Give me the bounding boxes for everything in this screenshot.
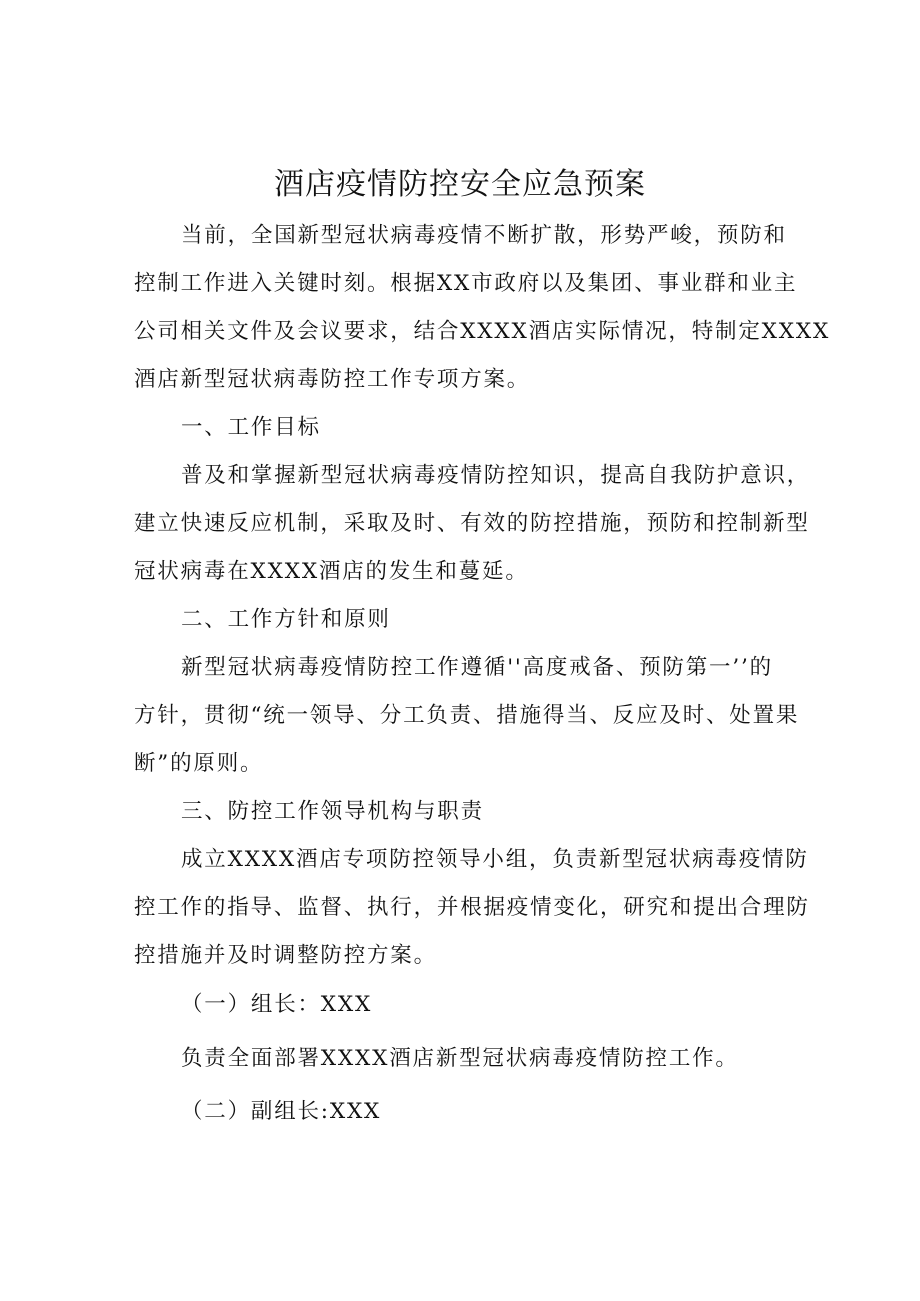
subheading-deputy-leader: （二）副组长:XXX bbox=[181, 1099, 382, 1124]
section-heading-2: 二、工作方针和原则 bbox=[181, 607, 391, 632]
body-line-8: 新型冠状病毒疫情防控工作遵循''高度戒备、预防第一’’的 bbox=[181, 655, 773, 680]
body-line-3: 公司相关文件及会议要求，结合XXXX酒店实际情况，特制定XXXX bbox=[134, 319, 831, 344]
body-line-5: 普及和掌握新型冠状病毒疫情防控知识，提高自我防护意识， bbox=[181, 463, 811, 488]
body-line-9: 方针，贯彻“统一领导、分工负责、措施得当、反应及时、处置果 bbox=[134, 703, 800, 728]
document-title: 酒店疫情防控安全应急预案 bbox=[274, 167, 646, 202]
body-line-4: 酒店新型冠状病毒防控工作专项方案。 bbox=[134, 367, 531, 392]
section-heading-3: 三、防控工作领导机构与职责 bbox=[181, 799, 484, 824]
body-line-10: 断”的原则。 bbox=[134, 751, 264, 776]
body-line-1: 当前，全国新型冠状病毒疫情不断扩散，形势严峻，预防和 bbox=[181, 223, 787, 248]
body-line-12: 控工作的指导、监督、执行，并根据疫情变化，研究和提出合理防 bbox=[134, 895, 810, 920]
subheading-leader: （一）组长：XXX bbox=[181, 992, 373, 1017]
body-line-14: 负责全面部署XXXX酒店新型冠状病毒疫情防控工作。 bbox=[181, 1046, 739, 1071]
body-line-13: 控措施并及时调整防控方案。 bbox=[134, 943, 437, 968]
body-line-6: 建立快速反应机制，采取及时、有效的防控措施，预防和控制新型 bbox=[134, 511, 810, 536]
body-line-11: 成立XXXX酒店专项防控领导小组，负责新型冠状病毒疫情防 bbox=[181, 847, 809, 872]
body-line-2: 控制工作进入关键时刻。根据XX市政府以及集团、事业群和业主 bbox=[134, 271, 798, 296]
body-line-7: 冠状病毒在XXXX酒店的发生和蔓延。 bbox=[134, 559, 529, 584]
section-heading-1: 一、工作目标 bbox=[181, 415, 321, 440]
